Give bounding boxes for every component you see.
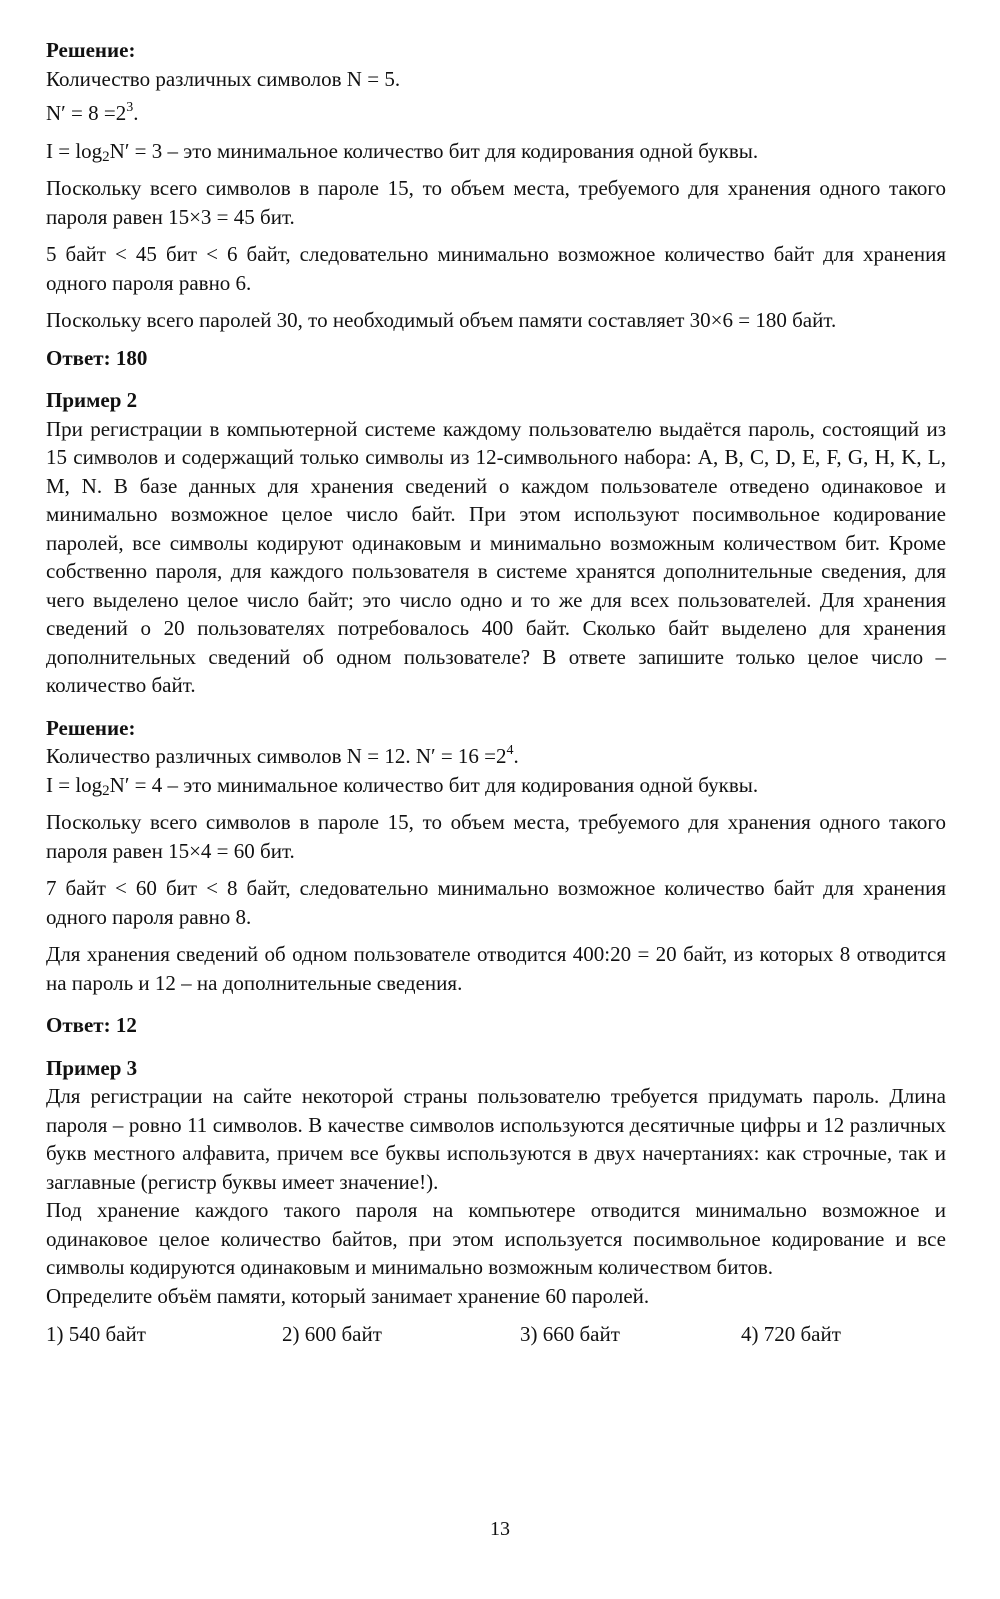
example3-heading: Пример 3 <box>46 1055 138 1080</box>
option-2: 2) 600 байт <box>282 1322 382 1346</box>
example3-para3: Определите объём памяти, который занимает хранение 60 паролей. <box>46 1283 650 1308</box>
example2-text: При регистрации в компьютерной системе каждому пользователю выдаётся пароль, состоящий из 15 символов и содержащий только символы из 12-символьного набора: A, B, C, D, E, F, G, H, K, L, M, N. В базе данных для хранения сведений о каждом пользователе отведено одинаковое и минимально возможное целое число байт. При этом используют посимвольное кодирование паролей, все символы кодируют одинаковым и минимально возможным количеством бит. Кроме собственно пароля, для каждого пользователя в системе хранятся дополнительные сведения, для чего выделено целое число байт; это число одно и то же для всех пользователей. Для хранения сведений о 20 пользователях потребовалось 400 байт. Сколько байт выделено для хранения дополнительных сведений об одном пользователе? В ответе запишите только целое число – количество байт. <box>46 416 946 697</box>
page-content <box>46 36 946 1350</box>
option-4: 4) 720 байт <box>741 1322 841 1346</box>
solution1-para1: Поскольку всего символов в пароле 15, то объем места, требуемого для хранения одного такого пароля равен 15×3 = 45 бит. <box>46 176 946 229</box>
solution1-line3: $I = \log_2N' = 3$ – это минимальное количество бит для кодирования одной буквы. <box>46 138 759 165</box>
solution1-para3: Поскольку всего паролей 30, то необходимый объем памяти составляет 30×6 = 180 байт. <box>46 308 837 332</box>
option-3: 3) 660 байт <box>520 1322 620 1346</box>
solution1-heading: Решение: <box>46 38 136 62</box>
solution1-answer: Ответ: 180 <box>46 345 148 370</box>
solution1-line2: $N' = 8 =2^3$. <box>46 100 139 125</box>
solution2-answer: Ответ: 12 <box>46 1013 137 1037</box>
solution1-line1: Количество различных символов N = 5. <box>46 66 401 91</box>
solution2-heading: Решение: <box>46 715 136 740</box>
page-number: 13 <box>490 1518 510 1540</box>
solution2-line2: $I = \log_2N' = 4$ – это минимальное количество бит для кодирования одной буквы. <box>46 772 759 799</box>
example2-heading: Пример 2 <box>46 388 138 412</box>
example3-para1: Для регистрации на сайте некоторой страны пользователю требуется придумать пароль. Длина пароля – ровно 11 символов. В качестве символов используются десятичные цифры и 12 различных букв местного алфавита, причем все буквы используются в двух начертаниях: как строчные, так и заглавные (регистр буквы имеет значение!). <box>46 1084 946 1194</box>
solution2-para1: Поскольку всего символов в пароле 15, то объем места, требуемого для хранения одного такого пароля равен 15×4 = 60 бит. <box>46 810 946 863</box>
solution2-para3: Для хранения сведений об одном пользователе отводится 400:20 = 20 байт, из которых 8 отводится на пароль и 12 – на дополнительные сведения. <box>46 942 946 995</box>
solution2-para2: 7 байт < 60 бит < 8 байт, следовательно минимально возможное количество байт для хранения одного пароля равно 8. <box>46 876 946 929</box>
answer-options <box>46 1320 946 1350</box>
example3-para2: Под хранение каждого такого пароля на компьютере отводится минимально возможное и одинаковое целое количество байтов, при этом используется посимвольное кодирование и все символы кодируются одинаковым и минимально возможным количеством битов. <box>46 1198 946 1279</box>
option-1: 1) 540 байт <box>46 1322 146 1346</box>
solution1-para2: 5 байт < 45 бит < 6 байт, следовательно минимально возможное количество байт для хранения одного пароля равно 6. <box>46 242 946 295</box>
solution2-line1: Количество различных символов N = 12. $N' = 16 =2^4$. <box>46 743 519 768</box>
